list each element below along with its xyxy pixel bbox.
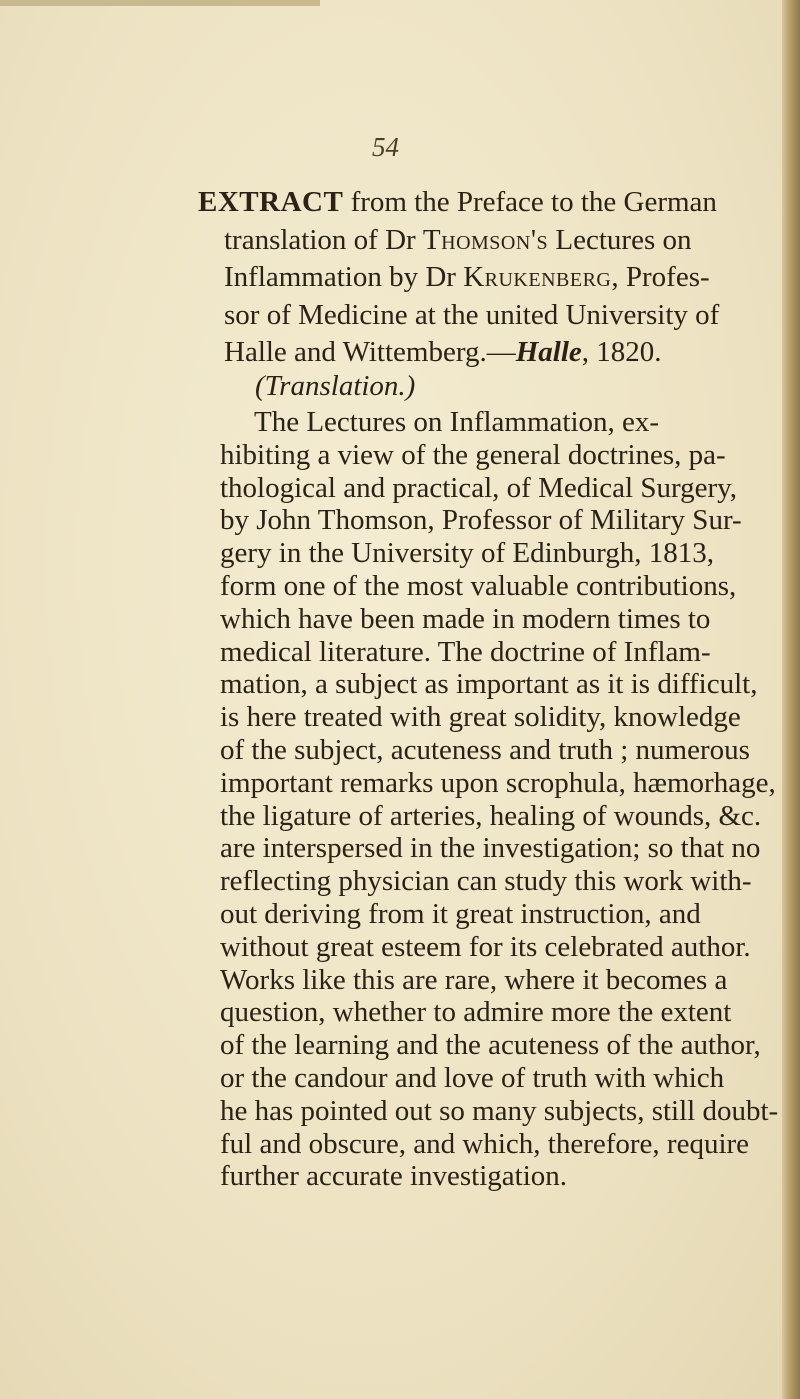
body-line: question, whether to admire more the extent <box>220 996 732 1029</box>
book-spine-edge <box>782 0 800 1399</box>
body-line: out deriving from it great instruction, and <box>220 897 701 930</box>
heading-line-5-start: Halle and Wittemberg.— <box>224 336 516 368</box>
heading-line-2 <box>198 222 698 260</box>
heading-author-krukenberg: Krukenberg <box>463 261 612 293</box>
heading-line-3-rest: , Profes- <box>611 261 710 293</box>
body-line: he has pointed out so many subjects, still doubt- <box>220 1094 779 1127</box>
body-line: mation, a subject as important as it is difficult, <box>220 668 758 701</box>
body-line: form one of the most valuable contributions, <box>220 569 737 602</box>
body-line: Works like this are rare, where it becomes a <box>220 963 728 996</box>
body-line: important remarks upon scrophula, hæmorhage, <box>220 766 776 799</box>
extract-heading <box>198 184 720 372</box>
heading-author-thomson: Thomson's <box>422 223 549 256</box>
heading-line-4: sor of Medicine at the united University of <box>224 298 720 331</box>
body-line: further accurate investigation. <box>220 1160 568 1193</box>
heading-line-5 <box>198 334 698 372</box>
body-line: gery in the University of Edinburgh, 1813, <box>220 537 715 570</box>
heading-line-3-start: Inflammation by Dr <box>224 261 464 293</box>
body-line: which have been made in modern times to <box>220 602 711 635</box>
body-line: ful and obscure, and which, therefore, require <box>220 1127 750 1160</box>
translation-subheading: (Translation.) <box>255 370 416 402</box>
body-line: without great esteem for its celebrated author. <box>220 930 751 963</box>
body-paragraph <box>220 406 779 1193</box>
body-line: by John Thomson, Professor of Military Sur- <box>220 504 742 537</box>
body-line: of the learning and the acuteness of the author, <box>220 1029 761 1062</box>
heading-line-3 <box>198 259 710 297</box>
body-line: medical literature. The doctrine of Inflam- <box>220 635 711 668</box>
heading-line-5-rest: , 1820. <box>581 336 662 368</box>
body-line: The Lectures on Inflammation, ex- <box>254 406 660 438</box>
heading-line-1-rest: from the Preface to the German <box>343 186 717 218</box>
top-page-edge <box>0 0 320 6</box>
body-line: the ligature of arteries, healing of wounds, &c. <box>220 799 762 832</box>
page-number: 54 <box>372 132 399 162</box>
body-line: is here treated with great solidity, knowledge <box>220 701 741 734</box>
body-line: or the candour and love of truth with which <box>220 1061 725 1094</box>
heading-line-2-start: translation of Dr <box>224 223 423 256</box>
body-line: reflecting physician can study this work with- <box>220 865 752 898</box>
heading-line-2-rest: Lectures on <box>548 223 692 256</box>
body-line: of the subject, acuteness and truth ; numerous <box>220 733 750 766</box>
heading-place: Halle <box>515 336 582 368</box>
body-line: thological and practical, of Medical Surgery, <box>220 471 737 504</box>
heading-line-1 <box>198 184 717 222</box>
body-line: hibiting a view of the general doctrines, pa- <box>220 438 726 471</box>
heading-first-word: EXTRACT <box>198 186 344 218</box>
body-line: are interspersed in the investigation; so that no <box>220 832 761 865</box>
